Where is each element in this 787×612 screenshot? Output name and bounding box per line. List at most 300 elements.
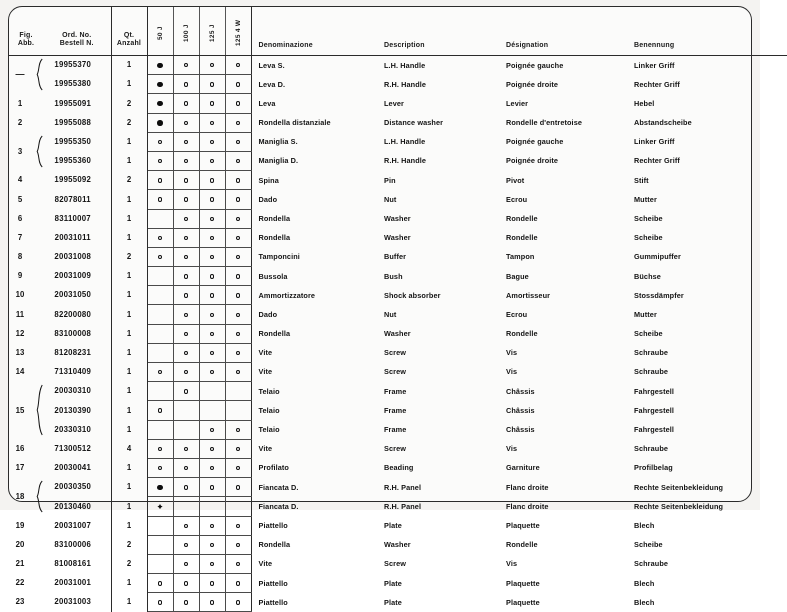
row-mark-125j [199,497,225,516]
open-circle-icon [210,581,214,585]
open-circle-icon [184,293,188,297]
row-order-number: 20330310 [54,424,92,434]
row-description: Screw [384,559,406,569]
row-mark-100j [173,458,199,477]
row-quantity: 1 [111,343,147,362]
filled-circle-icon [157,63,162,68]
open-circle-icon [210,370,214,374]
row-order-number: 19955350 [54,136,92,146]
row-description: R.H. Handle [384,156,427,166]
row-mark-50j [147,420,173,439]
row-mark-100j [173,554,199,573]
row-order-number: 20031050 [54,290,92,300]
row-quantity: 1 [111,228,147,247]
open-circle-icon [236,447,240,451]
row-denominazione: Piattello [258,597,288,607]
table-body [9,56,787,612]
row-designation: Levier [506,98,529,108]
table-row [9,151,787,170]
row-description: Buffer [384,252,407,262]
row-description: Washer [384,233,411,243]
row-benennung: Fahrgestell [634,386,675,396]
row-description: Nut [384,309,397,319]
row-order-number: 20031003 [54,597,92,607]
row-designation: Flanc droite [506,482,549,492]
row-benennung: Hebel [634,98,655,108]
row-denominazione: Telaio [258,386,280,396]
figure-number-label: 6 [17,213,23,223]
row-description: Screw [384,367,406,377]
figure-number-label: 2 [17,117,23,127]
row-designation: Poignée gauche [506,60,564,70]
table-row [9,56,787,75]
row-figure-number [9,324,43,343]
row-description: Distance washer [384,118,444,127]
row-denominazione: Piattello [258,578,288,588]
row-mark-100j [173,151,199,170]
table-row [9,516,787,535]
table-row [9,574,787,593]
row-mark-100j [173,535,199,554]
row-denominazione: Tamponcini [258,252,300,262]
figure-number-label: 11 [15,309,25,319]
row-benennung: Stift [634,175,649,185]
row-description: Pin [384,175,396,185]
open-circle-icon [236,63,240,67]
row-denominazione: Rondella [258,233,291,243]
row-benennung: Scheibe [634,233,663,243]
row-mark-125-4w [225,497,251,516]
row-mark-125-4w [225,75,251,94]
row-mark-50j [147,190,173,209]
open-circle-icon [210,82,214,86]
column-header-figure [9,7,43,56]
open-circle-icon [210,159,214,163]
row-designation: Garniture [506,463,540,473]
row-designation: Rondelle [506,213,538,223]
filled-diamond-icon [157,504,162,509]
row-figure-number [9,363,43,382]
row-mark-125j [199,171,225,190]
figure-number-label: 16 [15,443,25,453]
row-denominazione: Vite [258,348,273,358]
open-circle-icon [184,370,188,374]
open-circle-icon [236,121,240,125]
open-circle-icon [210,178,214,182]
row-mark-125j [199,151,225,170]
row-description: Screw [384,348,406,358]
row-denominazione: Vite [258,559,273,569]
figure-number-label: 9 [17,271,23,281]
row-designation: Amortisseur [506,290,551,300]
row-mark-125-4w [225,228,251,247]
open-circle-icon [236,236,240,240]
open-circle-icon [210,428,214,432]
row-quantity: 1 [111,420,147,439]
row-mark-125-4w [225,478,251,497]
open-circle-icon [236,524,240,528]
row-mark-50j [147,113,173,132]
column-header-model-50j [147,7,173,56]
open-circle-icon [184,255,188,259]
row-figure-number [9,228,43,247]
open-circle-icon [236,600,240,604]
row-quantity: 1 [111,190,147,209]
row-denominazione: Dado [258,194,278,204]
row-order-number: 19955091 [54,98,92,108]
figure-number-label: 20 [15,539,25,549]
open-circle-icon [210,600,214,604]
row-benennung: Fahrgestell [634,425,675,434]
row-description: R.H. Panel [384,482,422,492]
row-figure-number [9,305,43,324]
row-denominazione: Dado [258,309,278,319]
table-row [9,439,787,458]
filled-circle-icon [157,485,162,490]
row-denominazione: Telaio [258,405,280,415]
row-figure-number [9,439,43,458]
open-circle-icon [210,562,214,566]
open-circle-icon [236,370,240,374]
row-figure-number [9,458,43,477]
row-order-number: 19955370 [54,60,92,70]
column-header-quantity [111,7,147,56]
row-mark-50j [147,363,173,382]
row-denominazione: Ammortizzatore [258,290,316,300]
open-circle-icon [236,293,240,297]
open-circle-icon [236,255,240,259]
row-mark-100j [173,401,199,420]
row-description: Washer [384,540,411,550]
row-order-number: 71300512 [54,443,92,453]
column-header-order-no [43,7,111,56]
row-description: Washer [384,213,411,223]
row-denominazione: Leva [258,98,276,108]
row-designation: Châssis [506,425,535,434]
row-benennung: Fahrgestell [634,405,675,415]
open-circle-icon [210,255,214,259]
row-mark-125-4w [225,190,251,209]
row-benennung: Blech [634,597,655,607]
row-description: L.H. Handle [384,60,426,70]
row-mark-100j [173,228,199,247]
row-description: Plate [384,597,402,607]
row-quantity: 1 [111,401,147,420]
row-quantity: 1 [111,267,147,286]
row-quantity: 1 [111,574,147,593]
row-mark-50j [147,171,173,190]
table-row [9,228,787,247]
row-mark-50j [147,305,173,324]
row-mark-125-4w [225,151,251,170]
column-header-denominazione: Denominazione [251,7,377,56]
open-circle-icon [210,217,214,221]
row-benennung: Rechter Griff [634,156,680,166]
figure-number-label: 7 [17,232,23,242]
row-mark-50j [147,343,173,362]
open-circle-icon [158,408,162,412]
row-mark-100j [173,574,199,593]
row-mark-50j [147,516,173,535]
row-designation: Flanc droite [506,501,549,511]
row-mark-100j [173,363,199,382]
row-designation: Châssis [506,405,535,415]
open-circle-icon [184,389,188,393]
row-mark-125-4w [225,401,251,420]
table-row [9,401,787,420]
open-circle-icon [210,543,214,547]
row-figure-number [9,132,43,170]
row-mark-100j [173,420,199,439]
open-circle-icon [184,63,188,67]
open-circle-icon [236,351,240,355]
row-description: Lever [384,98,404,108]
row-quantity: 2 [111,535,147,554]
row-order-number: 81008161 [54,559,92,569]
open-circle-icon [158,197,162,201]
open-circle-icon [236,274,240,278]
row-benennung: Scheibe [634,540,663,550]
row-order-number: 19955088 [54,117,92,127]
row-mark-125j [199,305,225,324]
row-mark-50j [147,401,173,420]
open-circle-icon [184,217,188,221]
row-benennung: Linker Griff [634,137,675,147]
row-mark-125j [199,458,225,477]
row-mark-125j [199,593,225,612]
table-row [9,420,787,439]
row-mark-125j [199,190,225,209]
row-description: Plate [384,520,402,530]
row-figure-number [9,574,43,593]
row-figure-number [9,535,43,554]
open-circle-icon [184,82,188,86]
model-125j-label: 125 J [208,24,216,42]
column-header-model-125-4w [225,7,251,56]
figure-number-label: 10 [15,290,25,300]
qty-header-line1: Qt. [123,31,135,39]
figure-number-label: 19 [15,520,25,530]
row-description: Screw [384,444,406,454]
row-description: Washer [384,329,411,339]
row-mark-125-4w [225,535,251,554]
figure-number-label: 4 [17,175,23,185]
row-mark-100j [173,593,199,612]
row-designation: Poignée gauche [506,137,564,147]
row-mark-125-4w [225,286,251,305]
open-circle-icon [158,255,162,259]
open-circle-icon [158,600,162,604]
row-denominazione: Leva S. [258,60,285,70]
open-circle-icon [236,466,240,470]
row-mark-125-4w [225,305,251,324]
row-benennung: Mutter [634,309,657,319]
row-designation: Rondelle [506,540,538,550]
table-row [9,382,787,401]
figure-number-label: 13 [15,348,25,357]
model-50j-label: 50 J [156,26,164,40]
row-mark-125j [199,247,225,266]
filled-circle-icon [157,82,162,87]
row-figure-number [9,56,43,94]
row-quantity: 1 [111,363,147,382]
row-mark-125-4w [225,363,251,382]
row-mark-125j [199,382,225,401]
row-order-number: 19955360 [54,156,92,166]
qty-header-line2: Anzahl [116,40,142,48]
table-row [9,497,787,516]
row-order-number: 81208231 [54,348,92,357]
table-row [9,535,787,554]
column-header-model-100j [173,7,199,56]
row-denominazione: Telaio [258,425,280,434]
table-header [9,7,787,56]
row-designation: Ecrou [506,194,528,204]
row-mark-100j [173,343,199,362]
row-designation: Vis [506,348,518,358]
row-mark-125-4w [225,554,251,573]
row-designation: Plaquette [506,578,540,588]
row-mark-100j [173,171,199,190]
row-denominazione: Bussola [258,271,288,281]
row-mark-50j [147,497,173,516]
row-mark-125-4w [225,382,251,401]
figure-number-label: — [15,69,25,80]
figure-number-label: 8 [17,252,23,262]
open-circle-icon [158,159,162,163]
row-mark-50j [147,228,173,247]
row-order-number: 83110007 [54,213,91,223]
row-designation: Pivot [506,175,525,185]
row-mark-125j [199,324,225,343]
row-mark-50j [147,94,173,113]
row-benennung: Schraube [634,348,669,358]
open-circle-icon [158,140,162,144]
row-designation: Ecrou [506,309,528,319]
open-circle-icon [184,543,188,547]
row-mark-100j [173,478,199,497]
row-benennung: Blech [634,578,655,588]
open-circle-icon [184,197,188,201]
row-quantity: 1 [111,305,147,324]
row-designation: Rondelle [506,233,538,243]
open-circle-icon [210,332,214,336]
row-designation: Vis [506,559,518,569]
row-mark-125-4w [225,132,251,151]
row-denominazione: Vite [258,444,273,454]
row-mark-50j [147,439,173,458]
figure-number-label: 12 [15,328,25,338]
row-mark-125j [199,516,225,535]
row-figure-number [9,267,43,286]
row-quantity: 2 [111,171,147,190]
figure-number-label: 23 [15,597,25,607]
open-circle-icon [236,217,240,221]
row-mark-125j [199,94,225,113]
row-mark-100j [173,247,199,266]
open-circle-icon [184,159,188,163]
parts-catalog-sheet [8,6,752,607]
open-circle-icon [236,313,240,317]
row-mark-125-4w [225,113,251,132]
open-circle-icon [184,178,188,182]
table-row [9,343,787,362]
group-brace-icon [35,478,43,516]
row-mark-125j [199,363,225,382]
row-benennung: Schraube [634,444,669,454]
row-denominazione: Rondella [258,329,291,339]
row-quantity: 1 [111,75,147,94]
row-description: Shock absorber [384,290,441,300]
open-circle-icon [184,447,188,451]
row-order-number: 20030350 [54,482,92,492]
row-description: Beading [384,463,414,473]
row-benennung: Stossdämpfer [634,290,684,300]
order-header-line1: Ord. No. [62,31,92,39]
row-mark-50j [147,267,173,286]
row-designation: Rondelle d'entretoise [506,118,583,127]
open-circle-icon [236,140,240,144]
open-circle-icon [210,485,214,489]
row-mark-125j [199,113,225,132]
parts-table [9,7,787,612]
row-quantity: 1 [111,286,147,305]
table-row [9,132,787,151]
row-mark-125-4w [225,171,251,190]
figure-number-label: 3 [17,146,23,156]
row-designation: Bague [506,271,529,281]
open-circle-icon [236,562,240,566]
open-circle-icon [210,313,214,317]
row-mark-100j [173,497,199,516]
row-quantity: 1 [111,132,147,151]
table-row [9,209,787,228]
table-row [9,305,787,324]
row-benennung: Rechter Griff [634,79,680,89]
row-order-number: 20130390 [54,405,92,415]
row-mark-125-4w [225,516,251,535]
row-denominazione: Fiancata D. [258,482,299,492]
row-order-number: 20031008 [54,252,92,262]
row-mark-125j [199,478,225,497]
table-row [9,324,787,343]
row-mark-50j [147,458,173,477]
open-circle-icon [184,466,188,470]
row-denominazione: Spina [258,175,279,185]
row-mark-50j [147,574,173,593]
figure-number-label: 18 [15,491,25,501]
row-mark-100j [173,305,199,324]
row-figure-number [9,286,43,305]
row-mark-125-4w [225,209,251,228]
figure-number-label: 22 [15,578,25,588]
row-order-number: 82078011 [54,194,91,204]
open-circle-icon [158,447,162,451]
row-figure-number [9,343,43,362]
row-denominazione: Maniglia D. [258,156,299,166]
table-row [9,267,787,286]
row-figure-number [9,382,43,440]
column-header-designation: Désignation [499,7,627,56]
row-denominazione: Leva D. [258,79,286,89]
row-mark-50j [147,132,173,151]
row-mark-100j [173,267,199,286]
row-figure-number [9,113,43,132]
open-circle-icon [158,236,162,240]
open-circle-icon [210,197,214,201]
open-circle-icon [236,332,240,336]
row-mark-100j [173,516,199,535]
